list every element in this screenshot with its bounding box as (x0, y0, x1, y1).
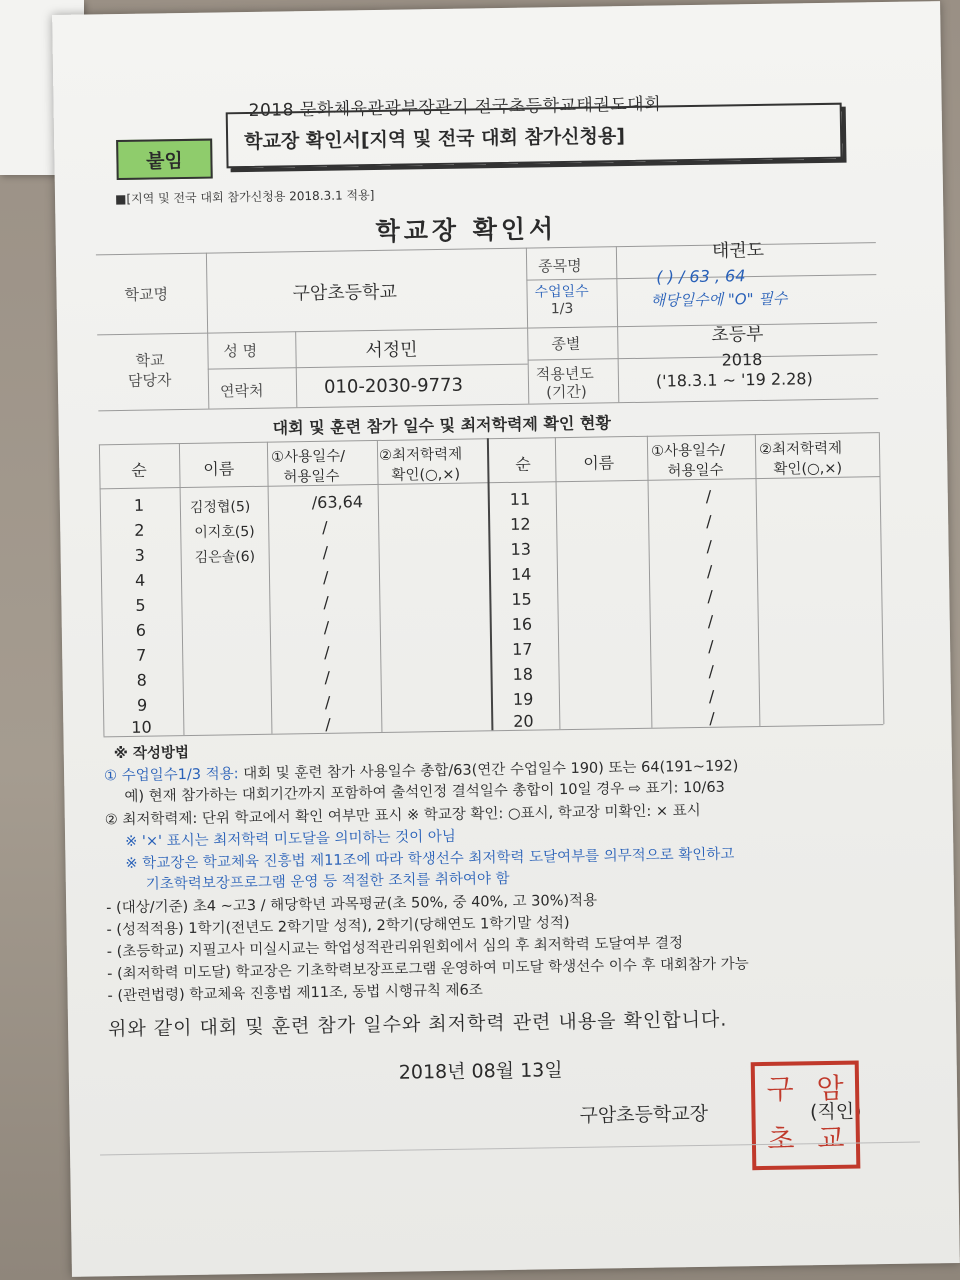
class-days-value: ( ) / 63 , 64 (656, 266, 746, 287)
table-row-no: 9 (136, 695, 148, 715)
table-row-days: / (323, 617, 330, 637)
event-label: 종목명 (538, 256, 582, 276)
table-row-days: / (324, 692, 331, 712)
table-row-days: / (707, 611, 714, 631)
issue-date: 2018년 08월 13일 (398, 1059, 563, 1084)
table-row-days: / (706, 511, 712, 531)
header-days-left-2: 허용일수 (283, 468, 340, 486)
table-row-days: / (322, 542, 329, 562)
table-row-no: 10 (131, 717, 152, 737)
school-seal-stamp (751, 1061, 861, 1171)
contact-phone: 010-2030-9773 (323, 374, 464, 398)
seal-char: 암 (816, 1071, 844, 1106)
name-label: 성 명 (223, 341, 258, 361)
table-row-no: 4 (134, 570, 146, 590)
header-days-right-1: ①사용일수/ (650, 442, 726, 460)
table-row-days: / (708, 686, 715, 706)
competition-title: 2018 문화체육관광부장관기 전국초등학교태권도대회 (248, 94, 662, 121)
seal-char: 교 (817, 1121, 845, 1156)
table-row-days: / (708, 661, 715, 681)
instruction-line-3-text: 단위 학교에서 확인 여부만 표시 ※ 학교장 확인: ○표시, 학교장 미확인: × 표시 (201, 802, 701, 827)
table-row-no: 1 (133, 495, 145, 515)
table-row-no: 19 (512, 689, 534, 709)
table-row-no: 13 (510, 539, 532, 559)
table-row-days: / (709, 708, 715, 728)
table-row-days: / (706, 561, 713, 581)
table-row-days: / (323, 592, 329, 612)
phone-label: 연락처 (219, 381, 264, 401)
table-row-no: 12 (510, 514, 531, 534)
instruction-line-5: ※ 학교장은 학교체육 진흥법 제11조에 따라 학생선수 최저학력 도달여부를 의무적으로 확인하고 (125, 846, 735, 873)
table-row-no: 14 (510, 564, 532, 584)
event-value: 태권도 (711, 239, 765, 262)
table-row-no: 2 (134, 520, 145, 540)
year-value: 2018 (721, 349, 763, 370)
document-page (52, 1, 960, 1277)
confirmation-statement: 위와 같이 대회 및 훈련 참가 일수와 최저학력 관련 내용을 확인합니다. (107, 1008, 728, 1041)
table-row-no: 7 (136, 645, 147, 665)
header-days-right-2: 허용일수 (667, 462, 724, 480)
table-row-days: / (322, 567, 329, 587)
year-label-period: (기간) (545, 382, 587, 402)
instruction-line-9: - (초등학교) 지필고사 미실시교는 학업성적관리위원회에서 심의 후 최저학력 도달여부 결정 (106, 935, 684, 961)
school-name: 구암초등학교 (292, 281, 398, 305)
header-academic-right-2: 확인(○,×) (773, 460, 843, 478)
table-row-days: / (707, 636, 714, 656)
table-row-days: / (705, 486, 712, 506)
table-row-days: / (707, 586, 713, 606)
table-row-no: 11 (509, 489, 531, 509)
header-academic-left-1: ②최저학력제 (378, 446, 463, 464)
division-value: 초등부 (711, 323, 764, 346)
instructions-title: ※ 작성방법 (113, 744, 190, 763)
instruction-line-7: - (대상/기준) 초4 ~고3 / 해당학년 과목평균(초 50%, 중 40%, 고 30%)적용 (106, 892, 598, 917)
table-row-days: / (324, 667, 331, 687)
application-note: ■[지역 및 전국 대회 참가신청용 2018.3.1 적용] (114, 188, 375, 207)
contact-label-top: 학교 (135, 351, 165, 370)
table-row-no: 15 (511, 589, 532, 609)
instruction-line-2: 예) 현재 참가하는 대회기간까지 포함하여 출석인정 결석일수 총합이 10일 경우 ⇨ 표기: 10/63 (124, 779, 725, 806)
header-academic-right-1: ②최저학력제 (758, 440, 843, 459)
table-row-days: / (322, 517, 328, 537)
seal-char: 구 (766, 1072, 794, 1106)
class-days-ratio: 1/3 (550, 300, 574, 318)
principal-name: 구암초등학교장 (579, 1102, 709, 1127)
header-days-left-1: ①사용일수/ (270, 448, 346, 466)
table-row-no: 20 (513, 711, 534, 731)
instruction-line-6: 기초학력보장프로그램 운영 등 적절한 조치를 취하여야 함 (145, 870, 510, 893)
table-row-no: 6 (135, 620, 147, 640)
table-row-days: / (325, 714, 331, 734)
table-row-name: 김정협(5) (189, 499, 251, 516)
attachment-tag: 붙임 (116, 139, 213, 181)
table-row-days: /63,64 (311, 492, 364, 513)
class-days-hint: 해당일수에 "O" 필수 (650, 289, 788, 310)
document-title-box (226, 103, 843, 169)
instruction-line-1-text: 대회 및 훈련 참가 사용일수 총합/63(연간 수업일수 190) 또는 64(191~192) (243, 758, 739, 783)
table-row-no: 8 (136, 670, 147, 690)
seal-char: 초 (767, 1122, 795, 1156)
header-name-right: 이름 (583, 453, 615, 473)
header-academic-left-2: 확인(○,×) (391, 466, 461, 484)
header-no-right: 순 (515, 454, 531, 474)
instruction-line-4: ※ '×' 표시는 최저학력 미도달을 의미하는 것이 아님 (125, 828, 456, 851)
table-row-no: 3 (134, 545, 145, 565)
instruction-line-10: - (최저학력 미도달) 학교장은 기초학력보장프로그램 운영하여 미도달 학생선수 이수 후 대회참가 가능 (107, 956, 749, 983)
year-label: 적용년도 (535, 364, 594, 384)
header-name-left: 이름 (203, 459, 235, 479)
table-row-name: 이지호(5) (194, 523, 255, 541)
contact-name: 서정민 (365, 339, 418, 362)
table-row-no: 18 (512, 664, 534, 684)
header-no-left: 순 (131, 460, 147, 480)
instruction-line-1-label: ① 수업일수1/3 적용: (103, 766, 244, 785)
division-label: 종별 (551, 334, 581, 354)
main-title: 학교장 확인서 (375, 214, 558, 246)
seal-note: (직인) (809, 1100, 862, 1124)
participation-table-title: 대회 및 훈련 참가 일수 및 최저학력제 확인 현황 (272, 413, 612, 438)
year-period: ('18.3.1 ~ '19 2.28) (655, 369, 813, 391)
table-row-no: 17 (512, 639, 533, 659)
instruction-line-8: - (성적적용) 1학기(전년도 2학기말 성적), 2학기(당해연도 1학기말 성적) (106, 915, 570, 939)
instruction-line-3-label: ② 최저학력제: (104, 810, 203, 829)
table-row-no: 16 (511, 614, 533, 634)
table-row-no: 5 (135, 595, 146, 615)
instruction-line-11: - (관련법령) 학교체육 진흥법 제11조, 동법 시행규칙 제6조 (107, 982, 483, 1005)
class-days-label: 수업일수 (534, 283, 589, 301)
table-row-days: / (706, 536, 713, 556)
document-title: 학교장 확인서[지역 및 전국 대회 참가신청용] (243, 124, 626, 153)
table-row-name: 김은솔(6) (194, 548, 256, 566)
contact-label-bottom: 담당자 (127, 371, 172, 390)
school-label: 학교명 (124, 285, 169, 304)
table-row-days: / (324, 642, 330, 662)
